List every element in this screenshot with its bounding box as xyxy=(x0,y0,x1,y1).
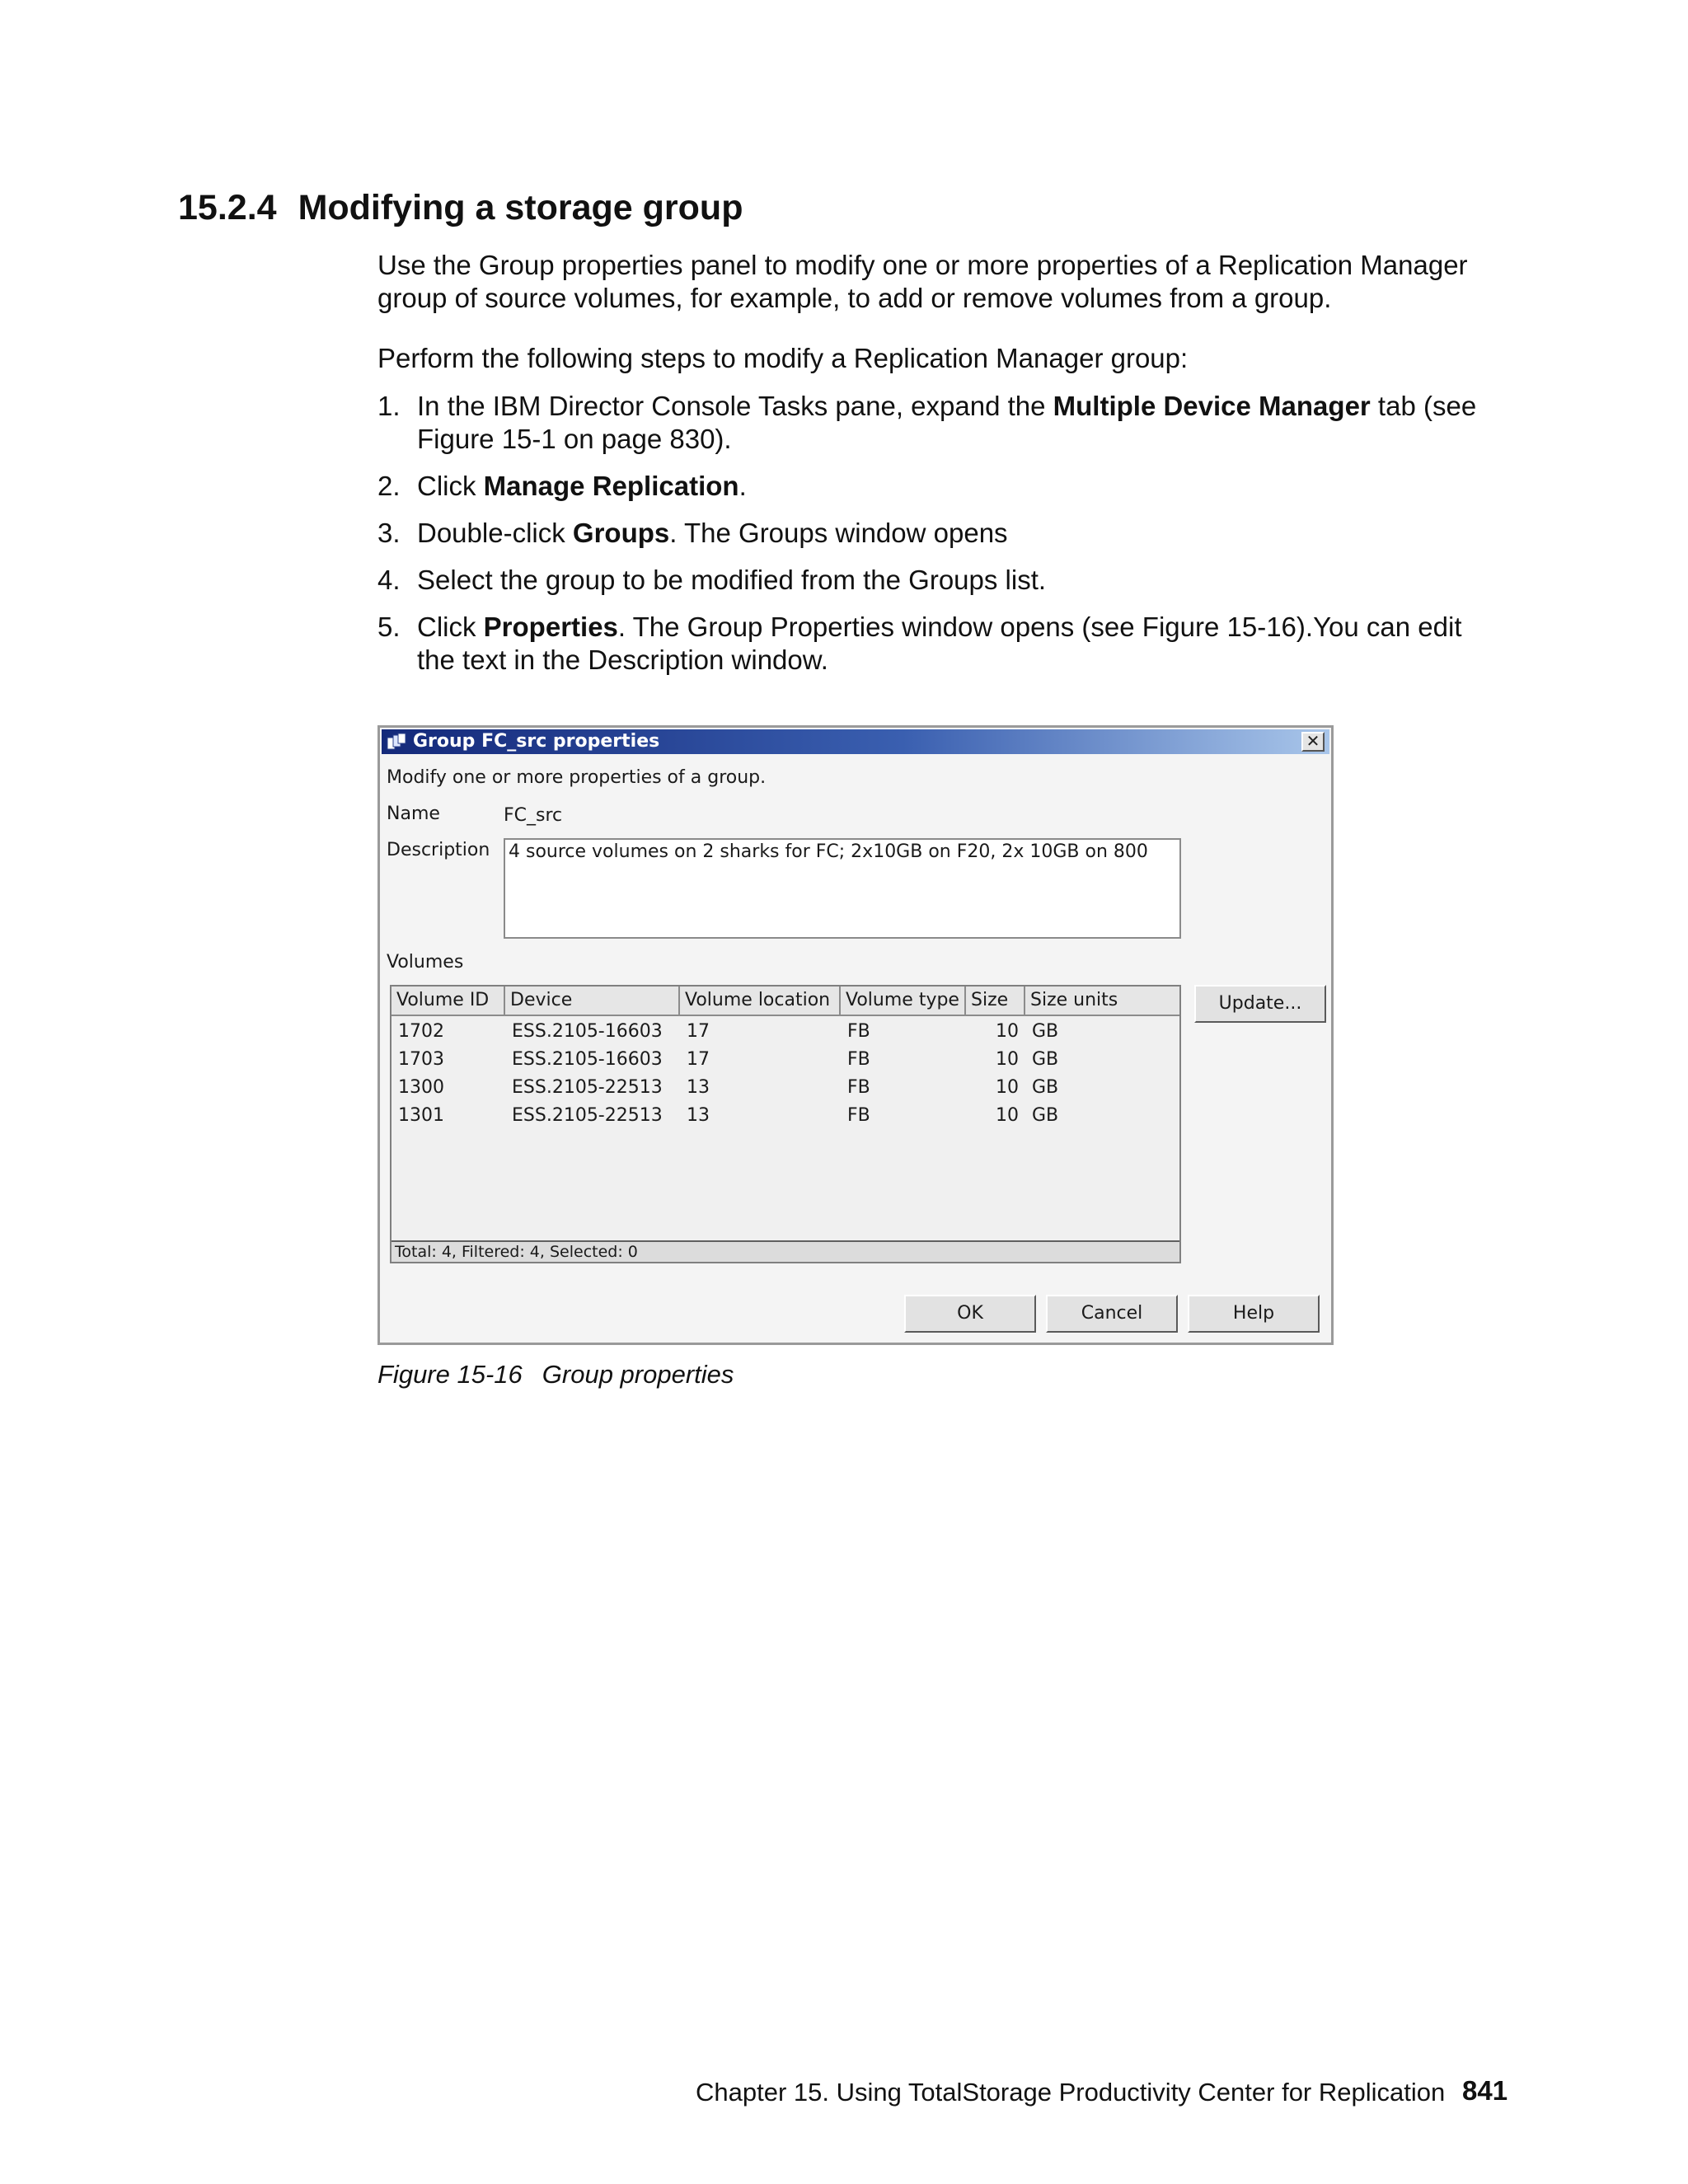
dialog-titlebar[interactable] xyxy=(382,729,1329,754)
section-number: 15.2.4 xyxy=(178,188,277,227)
close-button[interactable] xyxy=(1301,732,1325,752)
dialog-title: Group FC_src properties xyxy=(413,731,660,752)
description-label: Description xyxy=(387,840,490,860)
name-label: Name xyxy=(387,804,440,824)
ok-button[interactable]: OK xyxy=(904,1295,1036,1333)
cancel-button[interactable]: Cancel xyxy=(1046,1295,1178,1333)
section-title: Modifying a storage group xyxy=(298,188,743,227)
table-row[interactable]: 1300 ESS.2105-22513 13 FB 10 GB xyxy=(398,1077,1059,1098)
step-item: 5. Click Properties. The Group Properties window opens (see Figure 15-16).You can edit the text in the Description window. xyxy=(377,612,1462,675)
figure-number: Figure 15-16 xyxy=(377,1360,523,1389)
column-header-size[interactable]: Size xyxy=(966,987,1025,1016)
group-properties-dialog xyxy=(377,725,1334,1345)
footer-chapter: Chapter 15. Using TotalStorage Productivity Center for Replication xyxy=(696,2078,1446,2107)
volumes-label: Volumes xyxy=(387,952,464,972)
section-heading xyxy=(178,188,743,228)
close-icon: ✕ xyxy=(1306,731,1320,751)
step-item: 3. Double-click Groups. The Groups window opens xyxy=(377,518,1008,548)
steps-list xyxy=(377,390,1507,691)
column-header-volume-type[interactable]: Volume type xyxy=(841,987,966,1016)
app-icon xyxy=(387,733,406,751)
dialog-instruction: Modify one or more properties of a group. xyxy=(387,767,767,788)
description-textarea[interactable]: 4 source volumes on 2 sharks for FC; 2x10GB on F20, 2x 10GB on 800 xyxy=(504,838,1181,939)
column-header-volume-id[interactable]: Volume ID xyxy=(392,987,505,1016)
help-button[interactable]: Help xyxy=(1188,1295,1320,1333)
table-header xyxy=(392,987,1179,1016)
name-value: FC_src xyxy=(504,805,563,826)
table-status-bar: Total: 4, Filtered: 4, Selected: 0 xyxy=(392,1240,1179,1262)
step-item: 2. Click Manage Replication. xyxy=(377,471,747,501)
update-button[interactable]: Update... xyxy=(1194,985,1326,1023)
figure-caption xyxy=(377,1360,734,1390)
volumes-table[interactable] xyxy=(390,985,1181,1263)
column-header-device[interactable]: Device xyxy=(505,987,680,1016)
table-row[interactable]: 1702 ESS.2105-16603 17 FB 10 GB xyxy=(398,1021,1059,1042)
intro-paragraph: Use the Group properties panel to modify one or more properties of a Replication Manager group of source volumes, for example, to add or remove volumes from a group. xyxy=(377,250,1468,313)
column-header-volume-location[interactable]: Volume location xyxy=(680,987,841,1016)
steps-intro: Perform the following steps to modify a Replication Manager group: xyxy=(377,343,1189,373)
table-row[interactable]: 1301 ESS.2105-22513 13 FB 10 GB xyxy=(398,1105,1059,1126)
column-header-size-units[interactable]: Size units xyxy=(1025,987,1179,1016)
step-item: 1. In the IBM Director Console Tasks pane, expand the Multiple Device Manager tab (see Figure 15-1 on page 830). xyxy=(377,391,1477,454)
step-item: 4. Select the group to be modified from the Groups list. xyxy=(377,565,1047,595)
figure-title: Group properties xyxy=(542,1360,734,1389)
page-number: 841 xyxy=(1462,2075,1508,2106)
table-body xyxy=(392,1018,1179,1130)
table-row[interactable]: 1703 ESS.2105-16603 17 FB 10 GB xyxy=(398,1049,1059,1070)
